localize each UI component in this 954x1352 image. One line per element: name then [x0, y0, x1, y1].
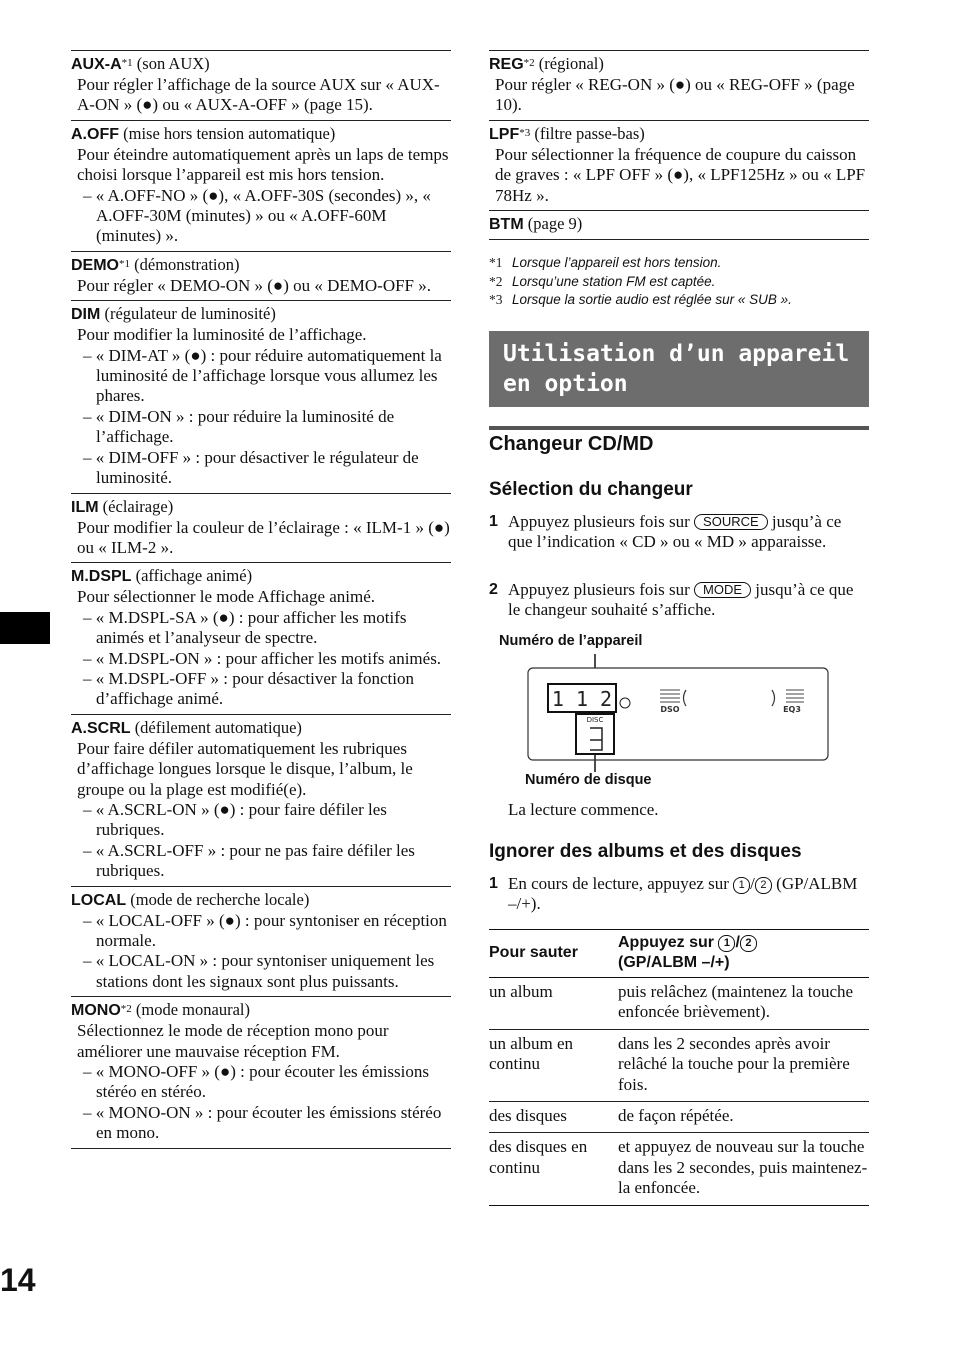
setting-heading: [71, 718, 451, 739]
skip-action: dans les 2 secondes après avoir relâché la touche pour la première fois.: [618, 1029, 869, 1101]
setting-keyword: LPF: [489, 125, 520, 143]
footnote: [489, 254, 869, 273]
setting-keyword: LOCAL: [71, 891, 127, 909]
setting-heading: [71, 255, 451, 276]
lcd-disc-tag: DISC: [586, 716, 604, 724]
dsq-indicator: DSO: [660, 705, 680, 714]
setting-entry: [71, 300, 451, 492]
step-number: 2: [489, 581, 498, 598]
setting-entry: [71, 251, 451, 300]
setting-keyword: DEMO: [71, 256, 119, 274]
step-2-select: [489, 580, 869, 621]
setting-option: – « LOCAL-OFF » (●) : pour syntoniser en réception normale.: [83, 910, 447, 950]
setting-keyword: BTM: [489, 216, 524, 234]
step-1-select: [489, 512, 869, 553]
step-text: En cours de lecture, appuyez sur: [508, 874, 734, 893]
footnote-ref: *2: [120, 1003, 132, 1016]
footnote: [489, 291, 869, 310]
skip-target: des disques en continu: [489, 1133, 618, 1205]
setting-description: Pour éteindre automatiquement après un laps de temps choisi lorsque l’appareil est mis hors tension.: [77, 144, 449, 185]
section-tab-marker: [0, 612, 50, 644]
setting-description: Pour faire défiler automatiquement les rubriques d’affichage longues lorsque le disque, l’album, le groupe ou la plage est modifié(e).: [77, 738, 413, 799]
step-1-skip: [489, 874, 869, 915]
setting-keyword: DIM: [71, 306, 101, 324]
setting-gloss: (éclairage): [98, 496, 174, 516]
key-separator: /: [750, 874, 755, 893]
header-press: [618, 930, 869, 978]
lcd-unit-digits: 1 1 2: [551, 687, 613, 711]
footnote-ref: *1: [121, 57, 133, 69]
setting-option: – « A.SCRL-OFF » : pour ne pas faire défiler les rubriques.: [83, 840, 415, 881]
setting-description: Pour modifier la couleur de l’éclairage : « ILM-1 » (●) ou « ILM-2 ».: [77, 517, 450, 557]
setting-gloss: (défilement automatique): [130, 717, 302, 737]
setting-option: – « M.DSPL-SA » (●) : pour afficher les motifs animés et l’analyseur de spectre.: [83, 607, 407, 648]
setting-keyword: A.OFF: [71, 125, 119, 143]
setting-option: – « MONO-ON » : pour écouter les émissions stéréo en mono.: [83, 1102, 442, 1143]
setting-option: – « M.DSPL-OFF » : pour désactiver la fonction d’affichage animé.: [83, 668, 414, 709]
setting-description: Pour sélectionner la fréquence de coupure du caisson de graves : « LPF OFF » (●), « LPF125Hz » ou « LPF 78Hz ».: [495, 144, 866, 205]
setting-entry: [71, 493, 451, 563]
setting-heading: [489, 124, 869, 145]
lcd-display-illustration: [520, 650, 835, 775]
setting-heading: [71, 1000, 451, 1021]
footnote-text: Lorsque l’appareil est hors tension.: [512, 255, 722, 271]
footnote-number: *2: [489, 273, 503, 289]
eq-indicator: EQ3: [783, 705, 801, 714]
setting-description: Pour modifier la luminosité de l’affichage.: [77, 325, 367, 345]
footnote-number: *3: [489, 292, 503, 308]
callout-disc-number: Numéro de disque: [525, 772, 652, 788]
footnote-text: Lorsque la sortie audio est réglée sur « SUB ».: [512, 292, 792, 308]
chapter-banner: [489, 331, 869, 407]
setting-description: Sélectionnez le mode de réception mono pour améliorer une mauvaise réception FM.: [77, 1021, 389, 1061]
header-press-text: Appuyez sur: [618, 934, 719, 951]
table-row: [489, 1102, 869, 1133]
key-2: 2: [755, 877, 772, 894]
skip-action: et appuyez de nouveau sur la touche dans les 2 secondes, puis maintenez-la enfoncée.: [618, 1133, 869, 1205]
setting-description: Pour régler « REG-ON » (●) ou « REG-OFF » (page 10).: [495, 75, 855, 115]
setting-heading: [71, 124, 451, 145]
setting-entry: [71, 996, 451, 1148]
footnote-ref: *2: [523, 57, 535, 69]
step-text: Appuyez plusieurs fois sur: [508, 580, 695, 599]
step-text: jusqu’à ce que le changeur souhaité s’affiche.: [508, 580, 854, 620]
chapter-title: Utilisation d’un appareil en option: [503, 341, 850, 397]
table-row: [489, 978, 869, 1030]
key-1: 1: [718, 935, 735, 952]
setting-heading: [71, 497, 451, 518]
setting-gloss: (démonstration): [130, 254, 240, 274]
step-text: jusqu’à ce que l’indication « CD » ou « MD » apparaisse.: [508, 512, 842, 552]
setting-gloss: (affichage animé): [131, 566, 253, 586]
skip-target: des disques: [489, 1102, 618, 1133]
playback-starts-text: La lecture commence.: [508, 800, 659, 819]
setting-option: – « MONO-OFF » (●) : pour écouter les émissions stéréo en stéréo.: [83, 1062, 429, 1102]
setting-option: – « A.SCRL-ON » (●) : pour faire défiler les rubriques.: [83, 799, 387, 840]
setting-gloss: (page 9): [523, 214, 583, 234]
setting-option: – « DIM-OFF » : pour désactiver le régulateur de luminosité.: [83, 447, 419, 488]
setting-option: – « A.OFF-NO » (●), « A.OFF-30S (secondes) », « A.OFF-30M (minutes) » ou « A.OFF-60M (minutes) ».: [83, 185, 431, 246]
setting-entry: [489, 120, 869, 210]
step-number: 1: [489, 875, 498, 892]
step-text: Appuyez plusieurs fois sur: [508, 512, 695, 531]
setting-keyword: M.DSPL: [71, 568, 132, 586]
setting-keyword: MONO: [71, 1002, 121, 1020]
setting-description: Pour sélectionner le mode Affichage animé.: [77, 587, 376, 607]
section-title: Changeur CD/MD: [489, 433, 654, 455]
setting-entry: [71, 886, 451, 997]
footnote-text: Lorsqu’une station FM est captée.: [512, 273, 716, 289]
skip-target: un album: [489, 978, 618, 1030]
mode-button: MODE: [694, 582, 751, 598]
setting-heading: [71, 54, 451, 75]
key-separator: /: [735, 934, 740, 951]
setting-gloss: (mise hors tension automatique): [119, 123, 336, 143]
setting-entry: [71, 50, 451, 120]
source-button: SOURCE: [694, 514, 768, 530]
skip-action: puis relâchez (maintenez la touche enfoncée brièvement).: [618, 978, 869, 1030]
setting-gloss: (filtre passe-bas): [530, 123, 645, 143]
setting-gloss: (son AUX): [132, 54, 210, 73]
setting-option: – « DIM-ON » : pour réduire la luminosité de l’affichage.: [83, 406, 395, 447]
setting-entry: [489, 50, 869, 120]
subsection-title-changer: Sélection du changeur: [489, 479, 693, 500]
footnotes: [489, 254, 869, 310]
setting-entry: [489, 210, 869, 240]
setting-description: Pour régler « DEMO-ON » (●) ou « DEMO-OFF ».: [77, 275, 432, 295]
setting-gloss: (mode de recherche locale): [126, 889, 310, 909]
callout-unit-number: Numéro de l’appareil: [499, 633, 643, 649]
setting-keyword: REG: [489, 56, 524, 73]
setting-option: – « DIM-AT » (●) : pour réduire automatiquement la luminosité de l’affichage lorsque vous allumez les phares.: [83, 345, 442, 406]
footnote-number: *1: [489, 255, 503, 271]
footnote-ref: *1: [119, 257, 130, 270]
step-number: 1: [489, 513, 498, 530]
page-number: 14: [0, 1262, 36, 1298]
setting-gloss: (mode monaural): [131, 1000, 250, 1020]
setting-heading: [71, 890, 451, 911]
setting-entry: [71, 562, 451, 713]
setting-heading: [489, 54, 869, 75]
skip-table: [489, 929, 869, 1206]
setting-option: – « M.DSPL-ON » : pour afficher les motifs animés.: [83, 648, 442, 668]
setting-option: – « LOCAL-ON » : pour syntoniser uniquement les stations dont les signaux sont plus puissants.: [83, 951, 435, 991]
setting-gloss: (régional): [534, 54, 604, 73]
footnote: [489, 273, 869, 292]
step-text: (GP/ALBM –/+).: [508, 874, 858, 914]
subsection-title-skip: Ignorer des albums et des disques: [489, 841, 802, 862]
settings-list-right: [489, 50, 869, 310]
key-2: 2: [740, 935, 757, 952]
key-1: 1: [733, 877, 750, 894]
footnote-ref: *3: [519, 126, 531, 139]
skip-action: de façon répétée.: [618, 1102, 869, 1133]
section-rule: [489, 426, 869, 430]
setting-keyword: A.SCRL: [71, 719, 131, 737]
setting-heading: [489, 214, 869, 235]
setting-heading: [71, 566, 451, 587]
setting-gloss: (régulateur de luminosité): [100, 304, 276, 324]
header-to-skip: Pour sauter: [489, 930, 618, 978]
setting-description: Pour régler l’affichage de la source AUX sur « AUX-A-ON » (●) ou « AUX-A-OFF » (page 15).: [77, 75, 440, 115]
setting-entry: [71, 714, 451, 886]
setting-keyword: AUX-A: [71, 56, 122, 73]
header-press-keys: (GP/ALBM –/+): [618, 954, 730, 971]
settings-list-left: [71, 50, 451, 1149]
table-row: [489, 1133, 869, 1205]
table-row: [489, 1029, 869, 1101]
setting-entry: [71, 120, 451, 251]
setting-keyword: ILM: [71, 498, 99, 516]
skip-target: un album en continu: [489, 1029, 618, 1101]
setting-heading: [71, 304, 451, 325]
